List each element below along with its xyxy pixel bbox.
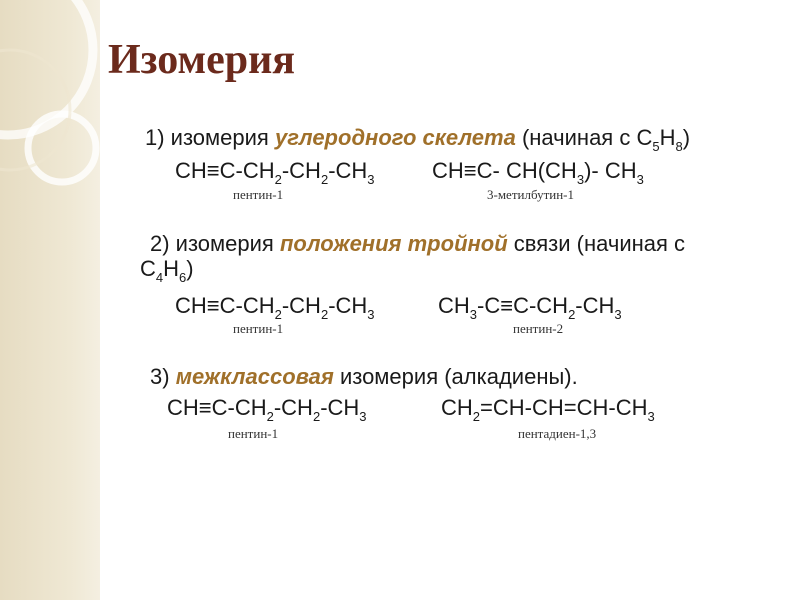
section3-name-1: пентин-1	[228, 426, 279, 441]
section1-highlight: углеродного скелета	[274, 125, 516, 150]
section2-name-1: пентин-1	[233, 321, 284, 336]
section2-formula-2: $CH_3-C\equiv C-CH_2-CH_3$	[438, 293, 622, 322]
section3-name-2: пентадиен-1,3	[518, 426, 597, 441]
section1-subscript: 5	[652, 139, 660, 154]
page-title: Изомерия	[108, 37, 296, 83]
section2-highlight: положения	[279, 231, 402, 256]
section1-heading	[145, 125, 690, 154]
section2-formula-1: $CH\equiv C-CH_2-CH_2-CH_3$	[175, 293, 375, 322]
section1-subscript: 8	[675, 139, 683, 154]
section1-number: 1) изомерия	[145, 125, 275, 150]
section2-highlight: тройной	[407, 231, 508, 256]
section3-highlight: межклассовая	[175, 364, 334, 389]
section1-name-2: 3-метилбутин-1	[487, 187, 574, 202]
decorative-circles	[0, 0, 180, 220]
section3-heading: 3) межклассовая изомерия (алкадиены).	[150, 364, 578, 389]
section1-formula-1: $CH\equiv C-CH_2-CH_2-CH_3$	[175, 158, 375, 187]
section1-text: (начиная с С	[515, 125, 653, 150]
section2-name-2: пентин-2	[513, 321, 564, 336]
section1-text: Н	[659, 125, 676, 150]
section2-heading: 2) изомерия положения тройной связи (начиная с	[150, 231, 686, 256]
section1-name-1: пентин-1	[233, 187, 284, 202]
section3-formula-1: $CH\equiv C-CH_2-CH_2-CH_3$	[167, 395, 367, 424]
section3-formula-2: $CH_2=CH-CH=CH-CH_3$	[441, 395, 655, 424]
section1-formula-2: CH≡C- $CH(CH_3)-$ $CH_3$	[432, 158, 644, 187]
section2-heading-cont: $С_4Н_6$)	[140, 256, 194, 285]
section1-text: )	[682, 125, 691, 150]
